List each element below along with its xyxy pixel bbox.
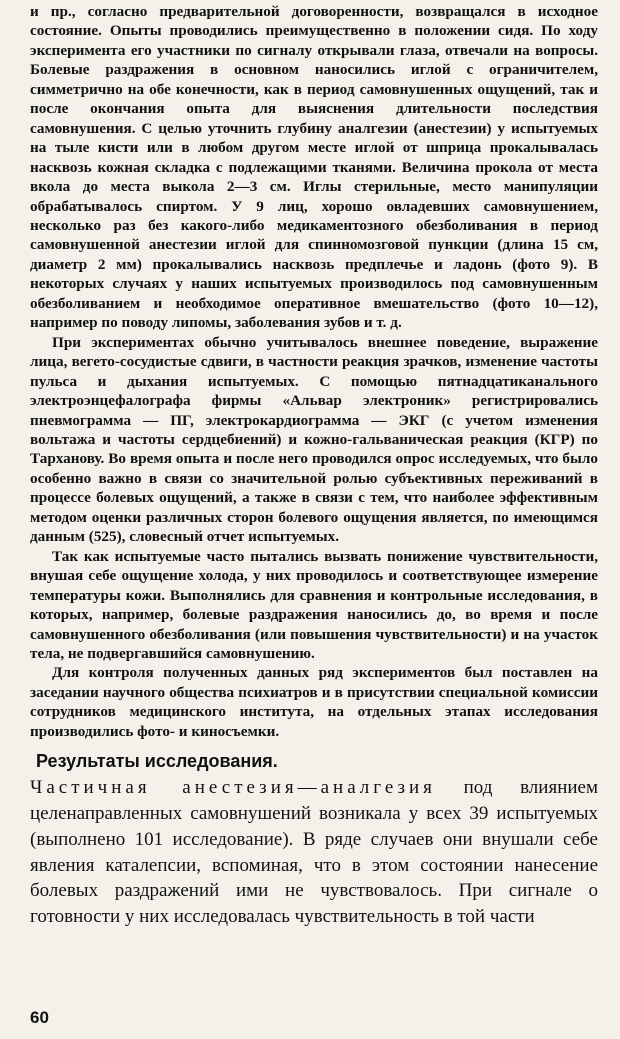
results-text: под влиянием целенаправленных самовнушений возникала у всех 39 испытуемых (выполнено 101 исследование). В ряде случаев они внушали себе явления каталепсии, вспоминая, что в этом состоянии нанесение болевых раздражений ими не чувствовалось. При сигнале о готовности у них исследовалась чувствительность в той части xyxy=(30,777,598,928)
page-body xyxy=(30,2,598,930)
section-heading: Результаты исследования. xyxy=(36,751,278,772)
page-number: 60 xyxy=(30,1008,49,1027)
results-lead: Частичная анестезия—аналгезия xyxy=(30,777,436,799)
paragraph-observations: При экспериментах обычно учитывалось внешнее поведение, выражение лица, вегето-сосудистые сдвиги, в частности реакция зрачков, изменение частоты пульса и дыхания испытуемых. С помощью пятнадцатиканального электроэнцефалографа фирмы «Альвар электроник» регистрировались пневмограмма — ПГ, электрокардиограмма — ЭКГ (с учетом изменения вольтажа и частоты сердцебиений) и кожно-гальваническая реакция (КГР) по Тарханову. Во время опыта и после него проводился опрос исследуемых, что было особенно важно в связи со значительной ролью субъективных переживаний в процессе болевых ощущений, а также в связи с тем, что наиболее эффективным методом оценки различных сторон болевого ощущения является, по имеющимся данным (525), словесный отчет испытуемых. xyxy=(30,333,598,546)
paragraph-results xyxy=(30,775,598,930)
paragraph-methods: и пр., согласно предварительной договоренности, возвращался в исходное состояние. Опыты проводились преимущественно в положении сидя. По ходу эксперимента его участники по сигналу открывали глаза, отвечали на вопросы. Болевые раздражения в основном наносились иглой с ограничителем, симметрично на обе конечности, как в период самовнушенных ощущений, так и после окончания опыта для выяснения длительности последствия самовнушения. С целью уточнить глубину аналгезии (анестезии) у испытуемых на тыле кисти или в любом другом месте иглой от шприца прокалывалась насквозь кожная складка с подлежащими тканями. Величина прокола от места вкола до места выкола 2—3 см. Иглы стерильные, место манипуляции обрабатывалось спиртом. У 9 лиц, хорошо овладевших самовнушением, несколько раз без какого-либо медикаментозного обезболивания в период самовнушенной анестезии иглой для спинномозговой пункции (длина 15 см, диаметр 2 мм) прокалывались насквозь предплечье и ладонь (фото 9). В некоторых случаях у наших испытуемых производилось под самовнушенным обезболиванием и необходимое оперативное вмешательство (фото 10—12), например по поводу липомы, заболевания зубов и т. д. xyxy=(30,3,598,332)
paragraph-control: Для контроля полученных данных ряд экспериментов был поставлен на заседании научного общества психиатров и в присутствии специальной комиссии сотрудников медицинского института, на отдельных этапах исследования производились фото- и киносъемки. xyxy=(30,664,598,740)
paragraph-temperature: Так как испытуемые часто пытались вызвать понижение чувствительности, внушая себе ощущение холода, у них проводилось и соответствующее измерение температуры кожи. Выполнялись для сравнения и контрольные исследования, в которых, например, болевые раздражения наносились до, во время и после самовнушенного обезболивания (или повышения чувствительности) и на участок тела, не подвергавшийся самовнушению. xyxy=(30,547,598,662)
